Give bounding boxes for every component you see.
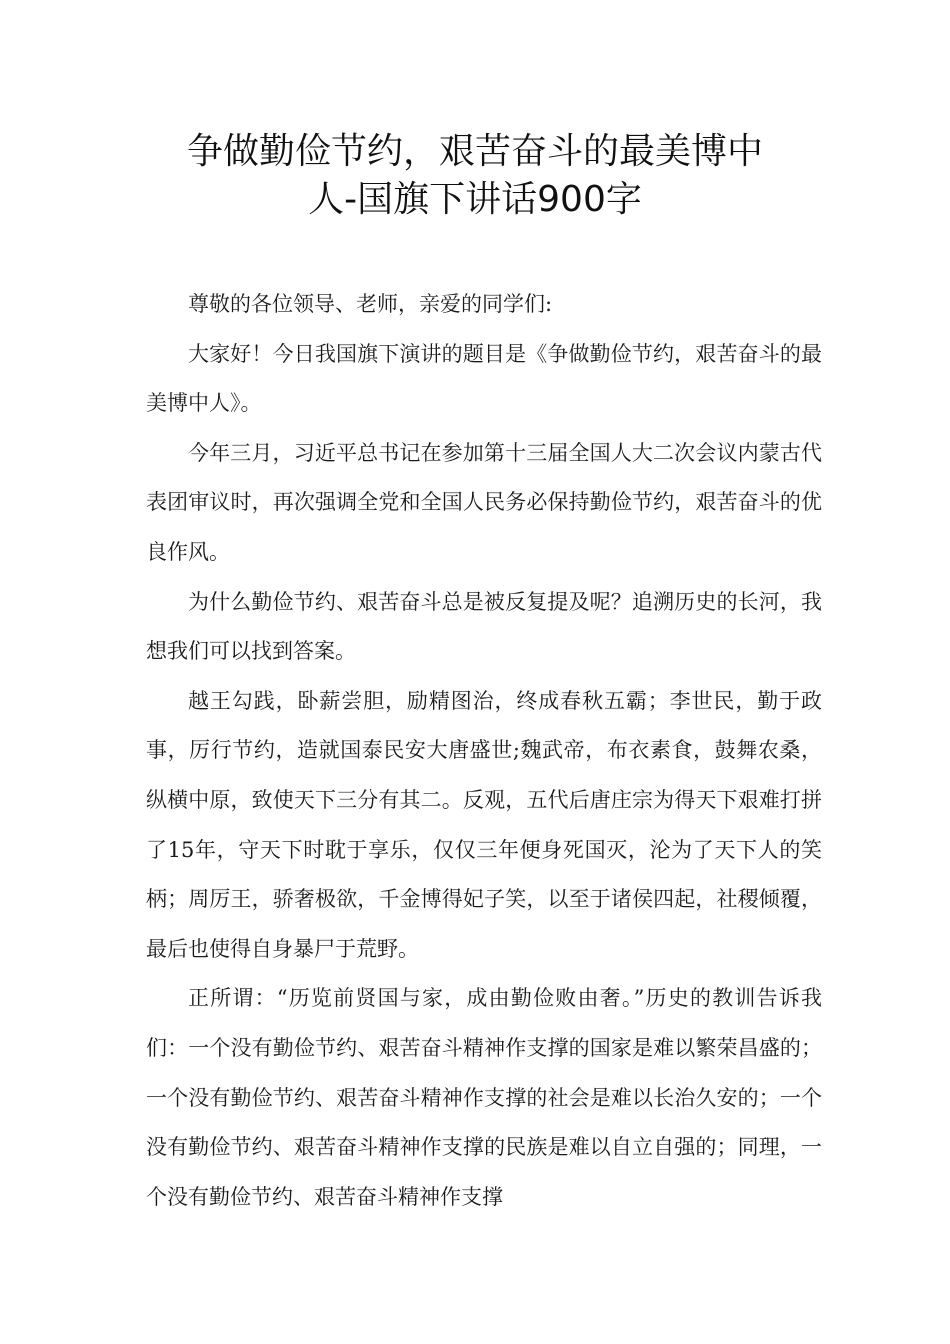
document-body xyxy=(146,280,822,1222)
paragraph-salutation: 尊敬的各位领导、老师，亲爱的同学们: xyxy=(188,292,553,316)
paragraph-lesson: 正所谓：“历览前贤国与家，成由勤俭败由奢。”历史的教训告诉我们：一个没有勤俭节约、艰苦奋斗精神作支撑的国家是难以繁荣昌盛的；一个没有勤俭节约、艰苦奋斗精神作支撑的社会是难以长治久安的；一个没有勤俭节约、艰苦奋斗精神作支撑的民族是难以自立自强的；同理，一个没有勤俭节约、艰苦奋斗精神作支撑 xyxy=(146,986,822,1209)
title-line-2: 人-国旗下讲话900字 xyxy=(308,179,642,220)
paragraph-why: 为什么勤俭节约、艰苦奋斗总是被反复提及呢？追溯历史的长河，我想我们可以找到答案。 xyxy=(146,589,822,664)
document-title xyxy=(0,128,950,224)
paragraph-greeting: 大家好！今日我国旗下演讲的题目是《争做勤俭节约，艰苦奋斗的最美博中人》。 xyxy=(146,341,822,416)
title-line-1: 争做勤俭节约，艰苦奋斗的最美博中 xyxy=(186,131,763,172)
paragraph-history: 越王勾践，卧薪尝胆，励精图治，终成春秋五霸；李世民，勤于政事，厉行节约，造就国泰民安大唐盛世;魏武帝，布衣素食，鼓舞农桑，纵横中原，致使天下三分有其二。反观，五代后唐庄宗为得天下艰难打拼了15年，守天下时耽于享乐，仅仅三年便身死国灭，沦为了天下人的笑柄；周厉王，骄奢极欲，千金博得妃子笑，以至于诸侯四起，社稷倾覆，最后也使得自身暴尸于荒野。 xyxy=(146,688,822,961)
paragraph-march: 今年三月，习近平总书记在参加第十三届全国人大二次会议内蒙古代表团审议时，再次强调全党和全国人民务必保持勤俭节约，艰苦奋斗的优良作风。 xyxy=(146,440,822,564)
